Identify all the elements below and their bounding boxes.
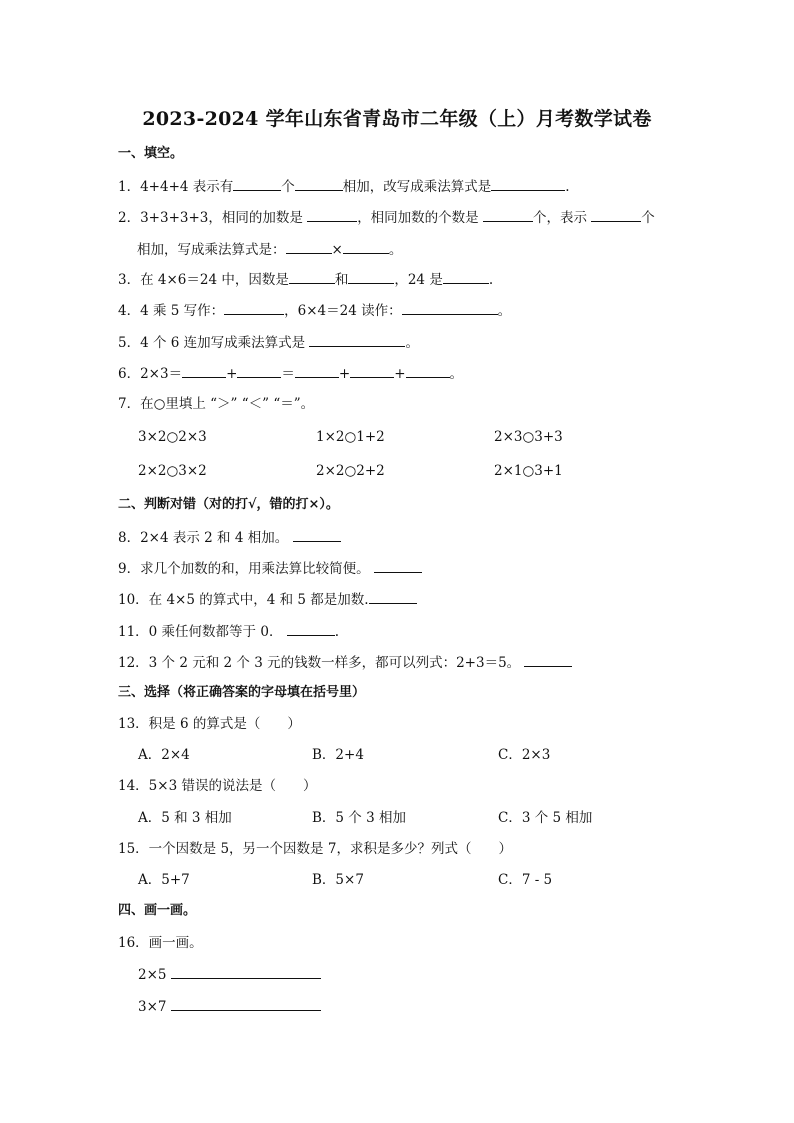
q4-text-c: 。 [497,303,512,319]
q8-text: 8．2×4 表示 2 和 4 相加。 [118,530,289,546]
answer-blank[interactable] [350,364,394,378]
answer-blank[interactable] [237,364,281,378]
compare-item[interactable]: 2×3○3+3 [494,429,563,445]
question-7: 7．在○里填上 “＞” “＜” “＝”。 [118,396,315,412]
question-2 [118,208,655,227]
section-heading-draw: 四、画一画。 [118,903,197,918]
option-a[interactable]: A．5 和 3 相加 [138,810,232,826]
answer-blank[interactable] [591,208,641,222]
q2-text-d: 个 [641,210,655,226]
option-b[interactable]: B．5 个 3 相加 [312,810,406,826]
answer-blank[interactable] [293,528,341,542]
q12-text: 12．3 个 2 元和 2 个 3 元的钱数一样多，都可以列式：2+3＝5。 [118,655,521,671]
q1-text-a: 1．4+4+4 表示有 [118,179,234,195]
answer-blank[interactable] [286,240,332,254]
drawing-line[interactable] [171,965,321,979]
compare-item[interactable]: 2×2○3×2 [138,463,207,479]
q6-text-c: ＝ [281,366,295,382]
answer-blank[interactable] [348,270,394,284]
q4-text-a: 4．4 乘 5 写作： [118,303,225,319]
answer-blank[interactable] [182,364,226,378]
answer-blank[interactable] [343,240,389,254]
q1-text-d: . [565,179,570,195]
draw-item [138,997,321,1016]
q2-text-e: 相加，写成乘法算式是： [137,242,286,258]
drawing-line[interactable] [171,997,321,1011]
question-2-continued [137,240,402,259]
q3-text-d: . [488,272,494,288]
question-5 [118,333,419,352]
page-title: 2023-2024 学年山东省青岛市二年级（上）月考数学试卷 [142,108,652,130]
answer-blank[interactable] [406,364,450,378]
question-8 [118,528,341,547]
q5-text-a: 5．4 个 6 连加写成乘法算式是 [118,335,306,351]
question-11 [118,622,339,641]
q10-text: 10．在 4×5 的算式中，4 和 5 都是加数. [118,592,369,608]
q3-text-b: 和 [334,272,349,288]
answer-blank[interactable] [369,590,417,604]
section-heading-fill: 一、填空。 [118,146,184,161]
question-4 [118,301,511,320]
answer-blank[interactable] [287,622,335,636]
compare-item[interactable]: 3×2○2×3 [138,429,207,445]
question-10 [118,590,417,609]
option-a[interactable]: A．2×4 [138,747,190,763]
q1-text-c: 相加，改写成乘法算式是 [342,179,492,195]
q2-text-f: × [331,242,343,258]
option-b[interactable]: B．2+4 [312,747,364,763]
draw-item [138,965,321,984]
question-12 [118,653,572,672]
q6-text-d: + [338,366,351,382]
compare-item[interactable]: 2×2○2+2 [316,463,385,479]
question-9 [118,559,422,578]
compare-item[interactable]: 1×2○1+2 [316,429,385,445]
answer-blank[interactable] [295,177,343,191]
answer-blank[interactable] [309,333,405,347]
q5-text-b: 。 [405,335,419,351]
answer-blank[interactable] [374,559,422,573]
answer-blank[interactable] [233,177,281,191]
q6-text-f: 。 [449,366,464,382]
answer-blank[interactable] [402,301,498,315]
q6-text-a: 6．2×3＝ [118,366,183,382]
question-3 [118,270,493,289]
draw-expression: 3×7 [138,999,167,1015]
option-c[interactable]: C．3 个 5 相加 [498,810,593,826]
question-1 [118,177,570,196]
draw-expression: 2×5 [138,967,167,983]
q3-text-a: 3．在 4×6＝24 中，因数是 [118,272,289,288]
q2-text-a: 2．3+3+3+3，相同的加数是 [118,210,303,226]
q11-text-b: . [334,624,340,640]
answer-blank[interactable] [307,208,357,222]
q11-text-a: 11．0 乘任何数都等于 0． [118,624,283,640]
answer-blank[interactable] [483,208,533,222]
section-heading-choice: 三、选择（将正确答案的字母填在括号里） [118,685,366,700]
option-b[interactable]: B．5×7 [312,872,364,888]
section-heading-judge: 二、判断对错（对的打√，错的打×）。 [118,497,339,512]
q6-text-e: + [394,366,406,382]
q3-text-c: ，24 是 [394,272,443,288]
q1-text-b: 个 [281,179,295,195]
q2-text-b: ，相同加数的个数是 [357,210,479,226]
option-a[interactable]: A．5+7 [138,872,190,888]
question-15: 15．一个因数是 5，另一个因数是 7，求积是多少？列式（ ） [118,841,512,857]
question-14: 14．5×3 错误的说法是（ ） [118,778,317,794]
answer-blank[interactable] [443,270,489,284]
q2-text-c: 个，表示 [532,210,587,226]
q4-text-b: ，6×4＝24 读作： [284,303,402,319]
q2-text-g: 。 [388,242,403,258]
option-c[interactable]: C．7 - 5 [498,872,553,888]
answer-blank[interactable] [491,177,565,191]
q6-text-b: + [226,366,238,382]
question-6 [118,364,463,383]
question-16: 16．画一画。 [118,935,203,951]
answer-blank[interactable] [524,653,572,667]
answer-blank[interactable] [289,270,335,284]
q9-text: 9．求几个加数的和，用乘法算比较简便。 [118,561,370,577]
answer-blank[interactable] [224,301,284,315]
compare-item[interactable]: 2×1○3+1 [494,463,563,479]
option-c[interactable]: C．2×3 [498,747,551,763]
answer-blank[interactable] [295,364,339,378]
question-13: 13．积是 6 的算式是（ ） [118,716,301,732]
